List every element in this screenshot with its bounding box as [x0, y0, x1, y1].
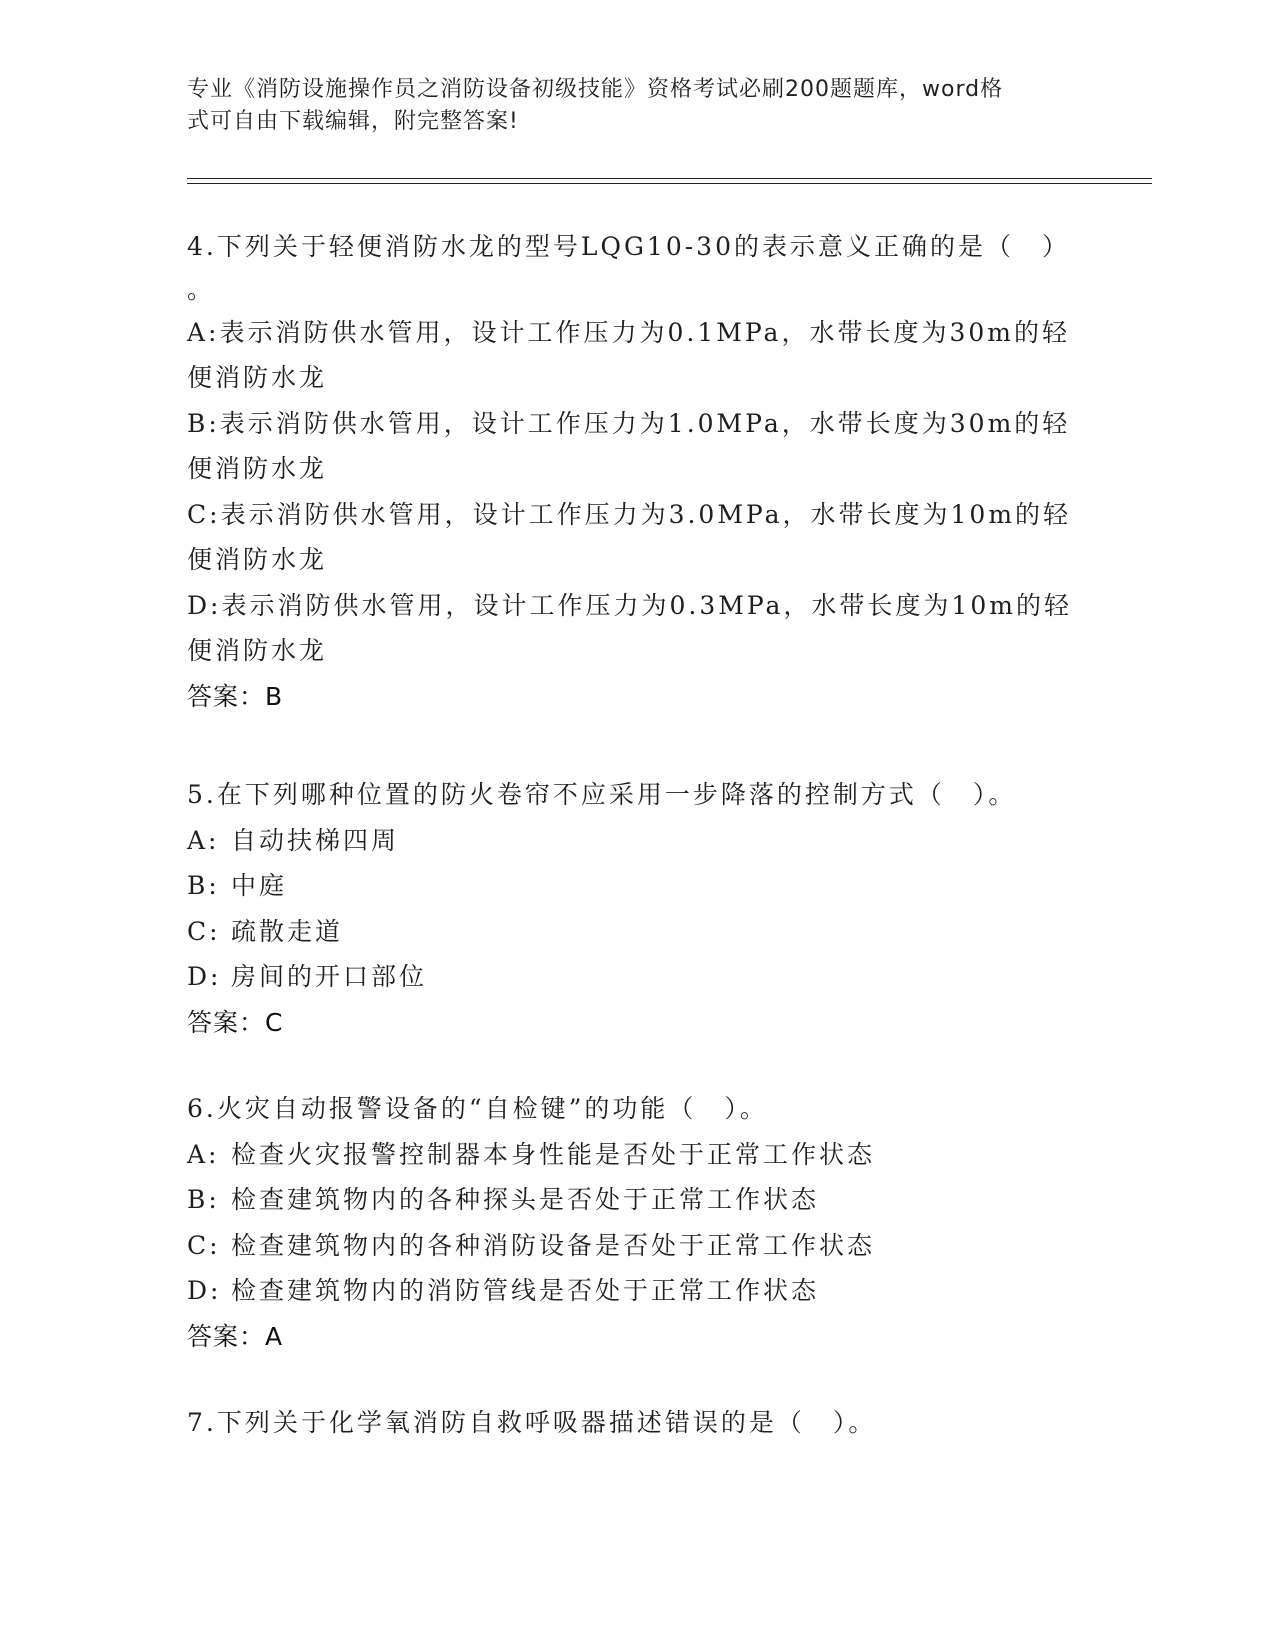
option-a — [187, 1132, 1087, 1178]
question-stem: 5.在下列哪种位置的防火卷帘不应采用一步降落的控制方式（ ）。 — [187, 780, 1017, 809]
option-a — [187, 310, 1087, 401]
option-key: C: — [187, 1230, 221, 1260]
option-c — [187, 909, 1087, 955]
option-c — [187, 1223, 1087, 1269]
option-text-continued: 便消防水龙 — [187, 636, 328, 665]
question-6 — [187, 1086, 1087, 1359]
option-text-continued: 便消防水龙 — [187, 454, 328, 483]
option-text: 房间的开口部位 — [231, 962, 428, 991]
option-key: A: — [187, 1139, 220, 1169]
question-7 — [187, 1400, 1087, 1446]
option-text: 表示消防供水管用，设计工作压力为1.0MPa，水带长度为30m的轻 — [219, 408, 1071, 438]
option-text: 自动扶梯四周 — [231, 825, 400, 855]
option-key: B: — [187, 408, 220, 438]
option-text: 检查建筑物内的消防管线是否处于正常工作状态 — [231, 1276, 820, 1305]
document-header — [187, 74, 1067, 138]
header-line-2: 式可自由下载编辑，附完整答案! — [187, 109, 519, 134]
option-key: C: — [187, 499, 221, 529]
option-b — [187, 401, 1087, 492]
question-stem: 4.下列关于轻便消防水龙的型号LQG10-30的表示意义正确的是（ ） — [187, 232, 1070, 261]
option-key: D: — [187, 590, 222, 620]
option-key: A: — [187, 825, 220, 855]
answer-label: 答案：C — [187, 1007, 284, 1037]
option-d — [187, 1268, 1087, 1314]
question-stem: 6.火灾自动报警设备的“自检键”的功能（ ）。 — [187, 1094, 768, 1123]
option-a — [187, 818, 1087, 864]
option-text: 表示消防供水管用，设计工作压力为0.3MPa，水带长度为10m的轻 — [221, 590, 1072, 620]
option-b — [187, 1177, 1087, 1223]
option-d — [187, 583, 1087, 674]
header-divider-top — [187, 178, 1152, 179]
option-text: 检查建筑物内的各种消防设备是否处于正常工作状态 — [231, 1230, 876, 1260]
question-stem-tail: 。 — [187, 274, 216, 304]
option-key: C: — [187, 916, 221, 946]
answer-label: 答案：B — [187, 681, 284, 711]
option-text-continued: 便消防水龙 — [187, 545, 328, 574]
option-text: 检查火灾报警控制器本身性能是否处于正常工作状态 — [231, 1139, 876, 1169]
option-key: B: — [187, 871, 220, 900]
option-b — [187, 863, 1087, 909]
option-key: B: — [187, 1185, 220, 1214]
option-c — [187, 492, 1087, 583]
option-key: D: — [187, 962, 222, 991]
option-text: 中庭 — [231, 871, 288, 900]
option-text: 疏散走道 — [231, 916, 344, 946]
option-text: 表示消防供水管用，设计工作压力为0.1MPa，水带长度为30m的轻 — [219, 317, 1070, 347]
option-text: 检查建筑物内的各种探头是否处于正常工作状态 — [231, 1185, 820, 1214]
option-key: A: — [187, 317, 220, 347]
header-line-1: 专业《消防设施操作员之消防设备初级技能》资格考试必刷200题题库，word格 — [187, 77, 1004, 102]
header-divider-bottom — [187, 183, 1152, 184]
answer-label: 答案：A — [187, 1321, 284, 1351]
question-5 — [187, 772, 1087, 1045]
option-text-continued: 便消防水龙 — [187, 363, 328, 392]
question-4 — [187, 224, 1087, 719]
option-key: D: — [187, 1276, 222, 1305]
option-d — [187, 954, 1087, 1000]
option-text: 表示消防供水管用，设计工作压力为3.0MPa，水带长度为10m的轻 — [220, 499, 1072, 529]
question-stem: 7.下列关于化学氧消防自救呼吸器描述错误的是（ ）。 — [187, 1408, 877, 1437]
